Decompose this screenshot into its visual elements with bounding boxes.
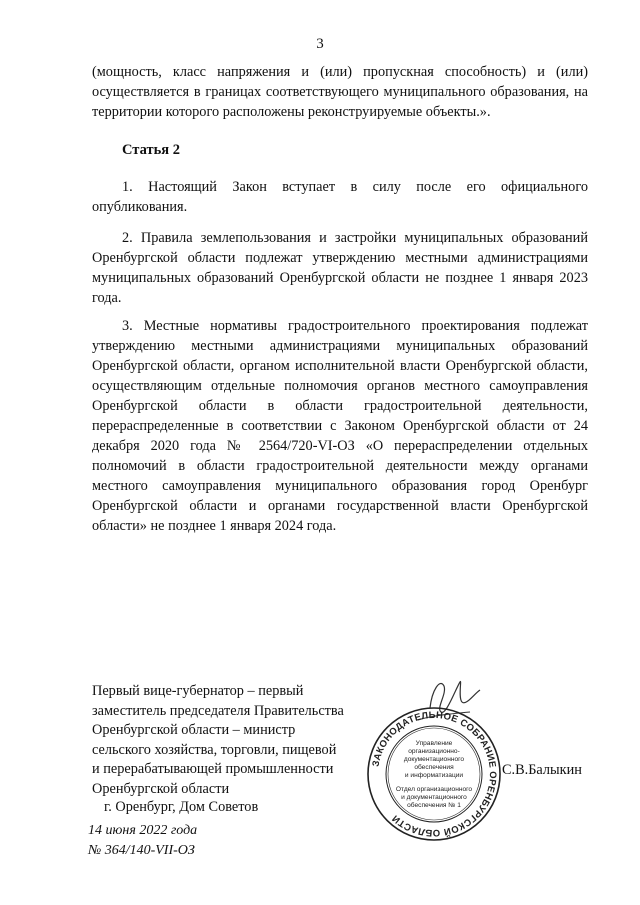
- page-number: 3: [316, 36, 324, 52]
- official-seal: [365, 705, 503, 843]
- seal-inner-line: обеспечения: [414, 764, 454, 771]
- law-date-block: [88, 821, 197, 861]
- signer-title-line: Первый вице-губернатор – первый: [92, 683, 304, 699]
- paragraph-3: 3. Местные нормативы градостроительного проектирования подлежат утверждению местными администрациями муниципальных образований Оренбургской области, органом исполнительной власти Оренбургской области, осуществляющим отдельные полномочия органов местного самоуправления Оренбургской области в области градостроительной деятельности, перераспределенные в соответствии с Законом Оренбургской области от 24 декабря 2020 года № 2564/720-VI-ОЗ «О перераспределении отдельных полномочий в области градостроительной деятельности между органами местного самоуправления муниципального образования город Оренбург Оренбургской области и органами государственной власти Оренбургской области» не позднее 1 января 2024 года.: [92, 318, 588, 534]
- seal-bottom-line: Отдел организационного: [395, 786, 473, 793]
- paragraph-2: 2. Правила землепользования и застройки муниципальных образований Оренбургской области подлежат утверждению местными администрациями муниципальных образований Оренбургской области не позднее 1 января 2023 года.: [92, 230, 588, 306]
- law-date: 14 июня 2022 года: [88, 823, 198, 838]
- seal-inner-line: документационного: [403, 756, 465, 763]
- signer-title-line: сельского хозяйства, торговли, пищевой: [92, 741, 337, 758]
- signer-title-line: заместитель председателя Правительства: [92, 702, 344, 719]
- signing-place: г. Оренбург, Дом Советов: [104, 799, 259, 815]
- article-heading: Статья 2: [122, 142, 180, 158]
- paragraph-continuation: (мощность, класс напряжения и (или) пропускная способность) и (или) осуществляется в границах соответствующего муниципального образования, на территории которого расположены реконструируемые объекты.».: [92, 64, 588, 120]
- seal-inner-line: организационно-: [408, 748, 460, 755]
- paragraph-1: 1. Настоящий Закон вступает в силу после его официального опубликования.: [92, 179, 588, 215]
- seal-inner-line: и информатизации: [404, 772, 464, 779]
- seal-bottom-line: и документационного: [401, 794, 467, 801]
- law-number: № 364/140-VII-ОЗ: [88, 843, 195, 858]
- signer-title-line: и перерабатывающей промышленности: [92, 761, 334, 777]
- signer-title-line: Оренбургской области – министр: [92, 722, 296, 738]
- signer-title: [92, 682, 392, 799]
- seal-bottom-line: обеспечения № 1: [407, 802, 461, 809]
- signer-name: С.В.Балыкин: [502, 762, 582, 778]
- signer-title-line: Оренбургской области: [92, 780, 230, 797]
- seal-outer-text: ЗАКОНОДАТЕЛЬНОЕ СОБРАНИЕ ОРЕНБУРГСКОЙ ОБЛАСТИ: [370, 709, 499, 839]
- seal-inner-line: Управление: [415, 740, 453, 747]
